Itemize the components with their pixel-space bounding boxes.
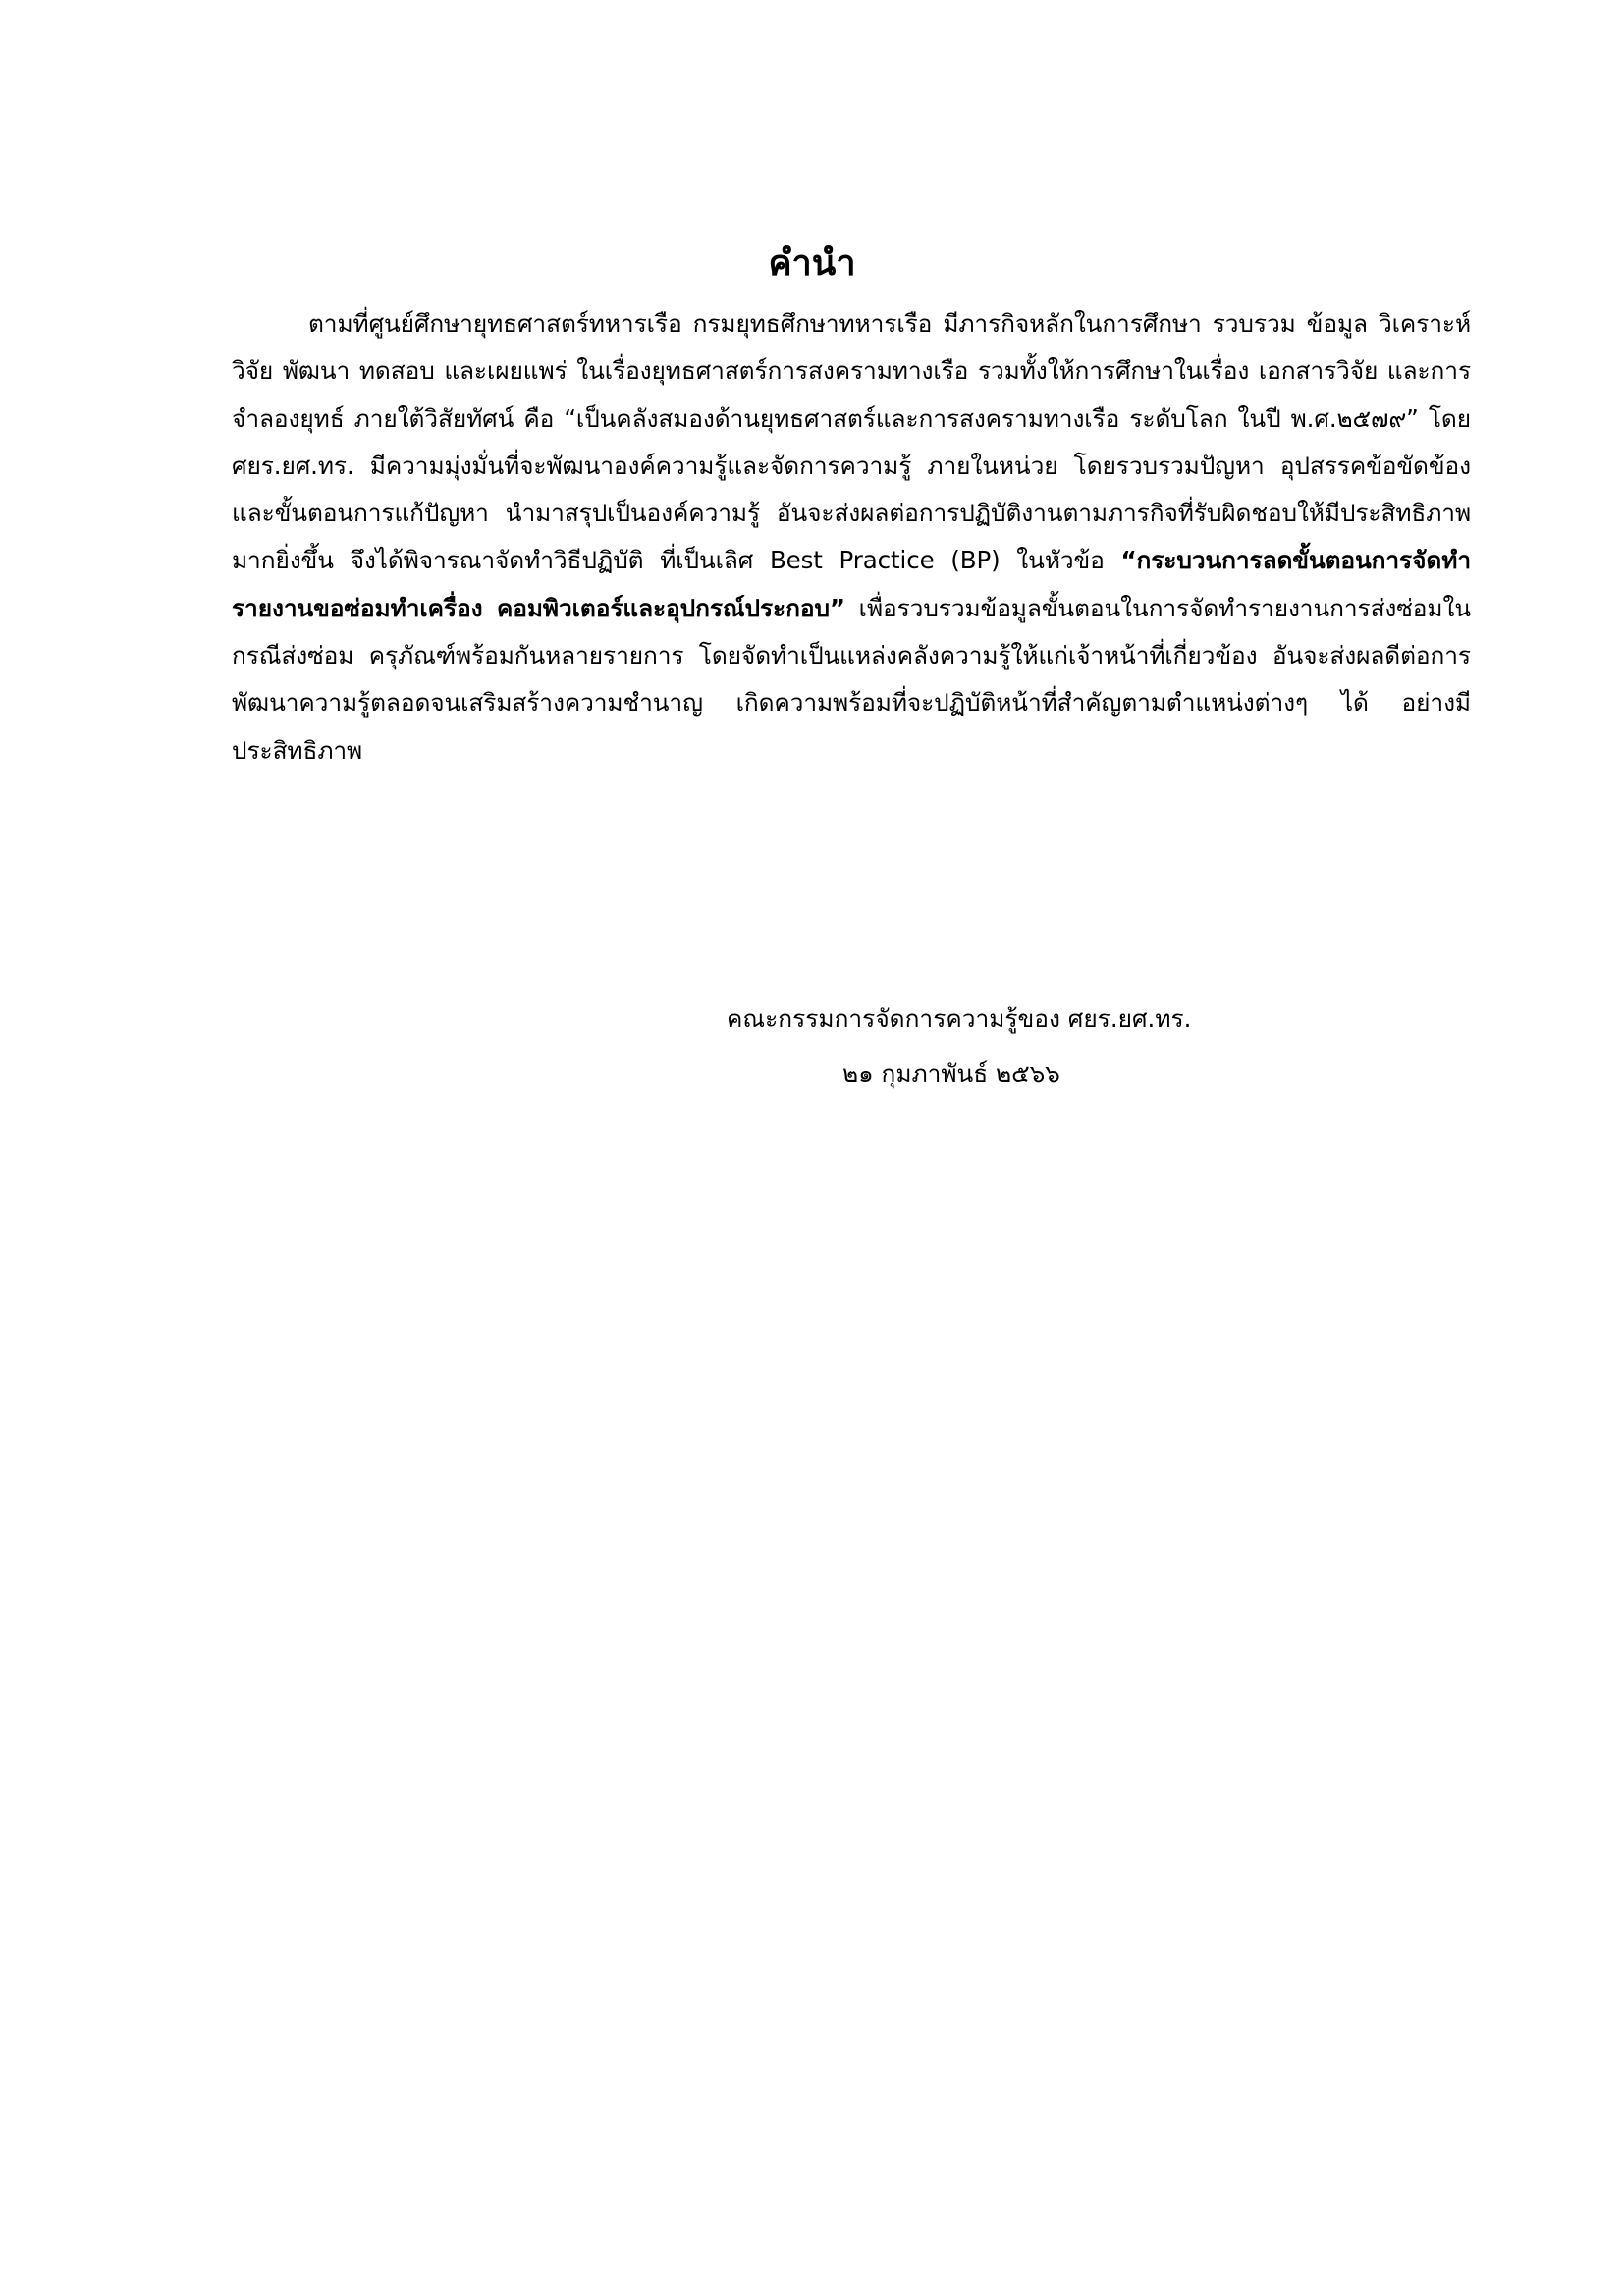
paragraph-text-part1: ตามที่ศูนย์ศึกษายุทธศาสตร์ทหารเรือ กรมยุทธศึกษาทหารเรือ มีภารกิจหลักในการศึกษา รวบรวม ข้อมูล วิเคราะห์ วิจัย พัฒนา ทดสอบ และเผยแพร่ ในเรื่องยุทธศาสตร์การสงครามทางเรือ รวมทั้งให้การศึกษาในเรื่อง เอกสารวิจัย และการจำลองยุทธ์ ภายใต้วิสัยทัศน์ คือ “เป็นคลังสมองด้านยุทธศาสตร์และการสงครามทางเรือ ระดับโลก ในปี พ.ศ.๒๕๗๙” โดย ศยร.ยศ.ทร. มีความมุ่งมั่นที่จะพัฒนาองค์ความรู้และจัดการความรู้ ภายในหน่วย โดยรวบรวมปัญหา อุปสรรคข้อขัดข้อง และขั้นตอนการแก้ปัญหา นำมาสรุปเป็นองค์ความรู้ อันจะส่งผลต่อการปฏิบัติงานตามภารกิจที่รับผิดชอบให้มีประสิทธิภาพมากยิ่งขึ้น จึงได้พิจารณาจัดทำวิธีปฏิบัติ ที่เป็นเลิศ Best Practice (BP) ในหัวข้อ: [232, 309, 1471, 575]
page-title: คำนำ: [768, 243, 856, 284]
paragraph-bold-topic: “กระบวนการลดขั้นตอนการจัดทำรายงานขอซ่อมทำเครื่อง คอมพิวเตอร์และอุปกรณ์ประกอบ”: [232, 546, 1471, 622]
signature-committee: คณะกรรมการจัดการความรู้ของ ศยร.ยศ.ทร.: [727, 1004, 1192, 1033]
signature-date: ๒๑ กุมภาพันธ์ ๒๕๖๖: [842, 1059, 1060, 1088]
paragraph-text-part2: เพื่อรวบรวมข้อมูลขั้นตอนในการจัดทำรายงานการส่งซ่อมในกรณีส่งซ่อม ครุภัณฑ์พร้อมกันหลายรายการ โดยจัดทำเป็นแหล่งคลังความรู้ให้แก่เจ้าหน้าที่เกี่ยวข้อง อันจะส่งผลดีต่อการ พัฒนาความรู้ตลอดจนเสริมสร้างความชำนาญ เกิดความพร้อมที่จะปฏิบัติหน้าที่สำคัญตามตำแหน่งต่างๆ ได้ อย่างมีประสิทธิภาพ: [232, 593, 1471, 765]
preface-paragraph: [232, 300, 1471, 774]
